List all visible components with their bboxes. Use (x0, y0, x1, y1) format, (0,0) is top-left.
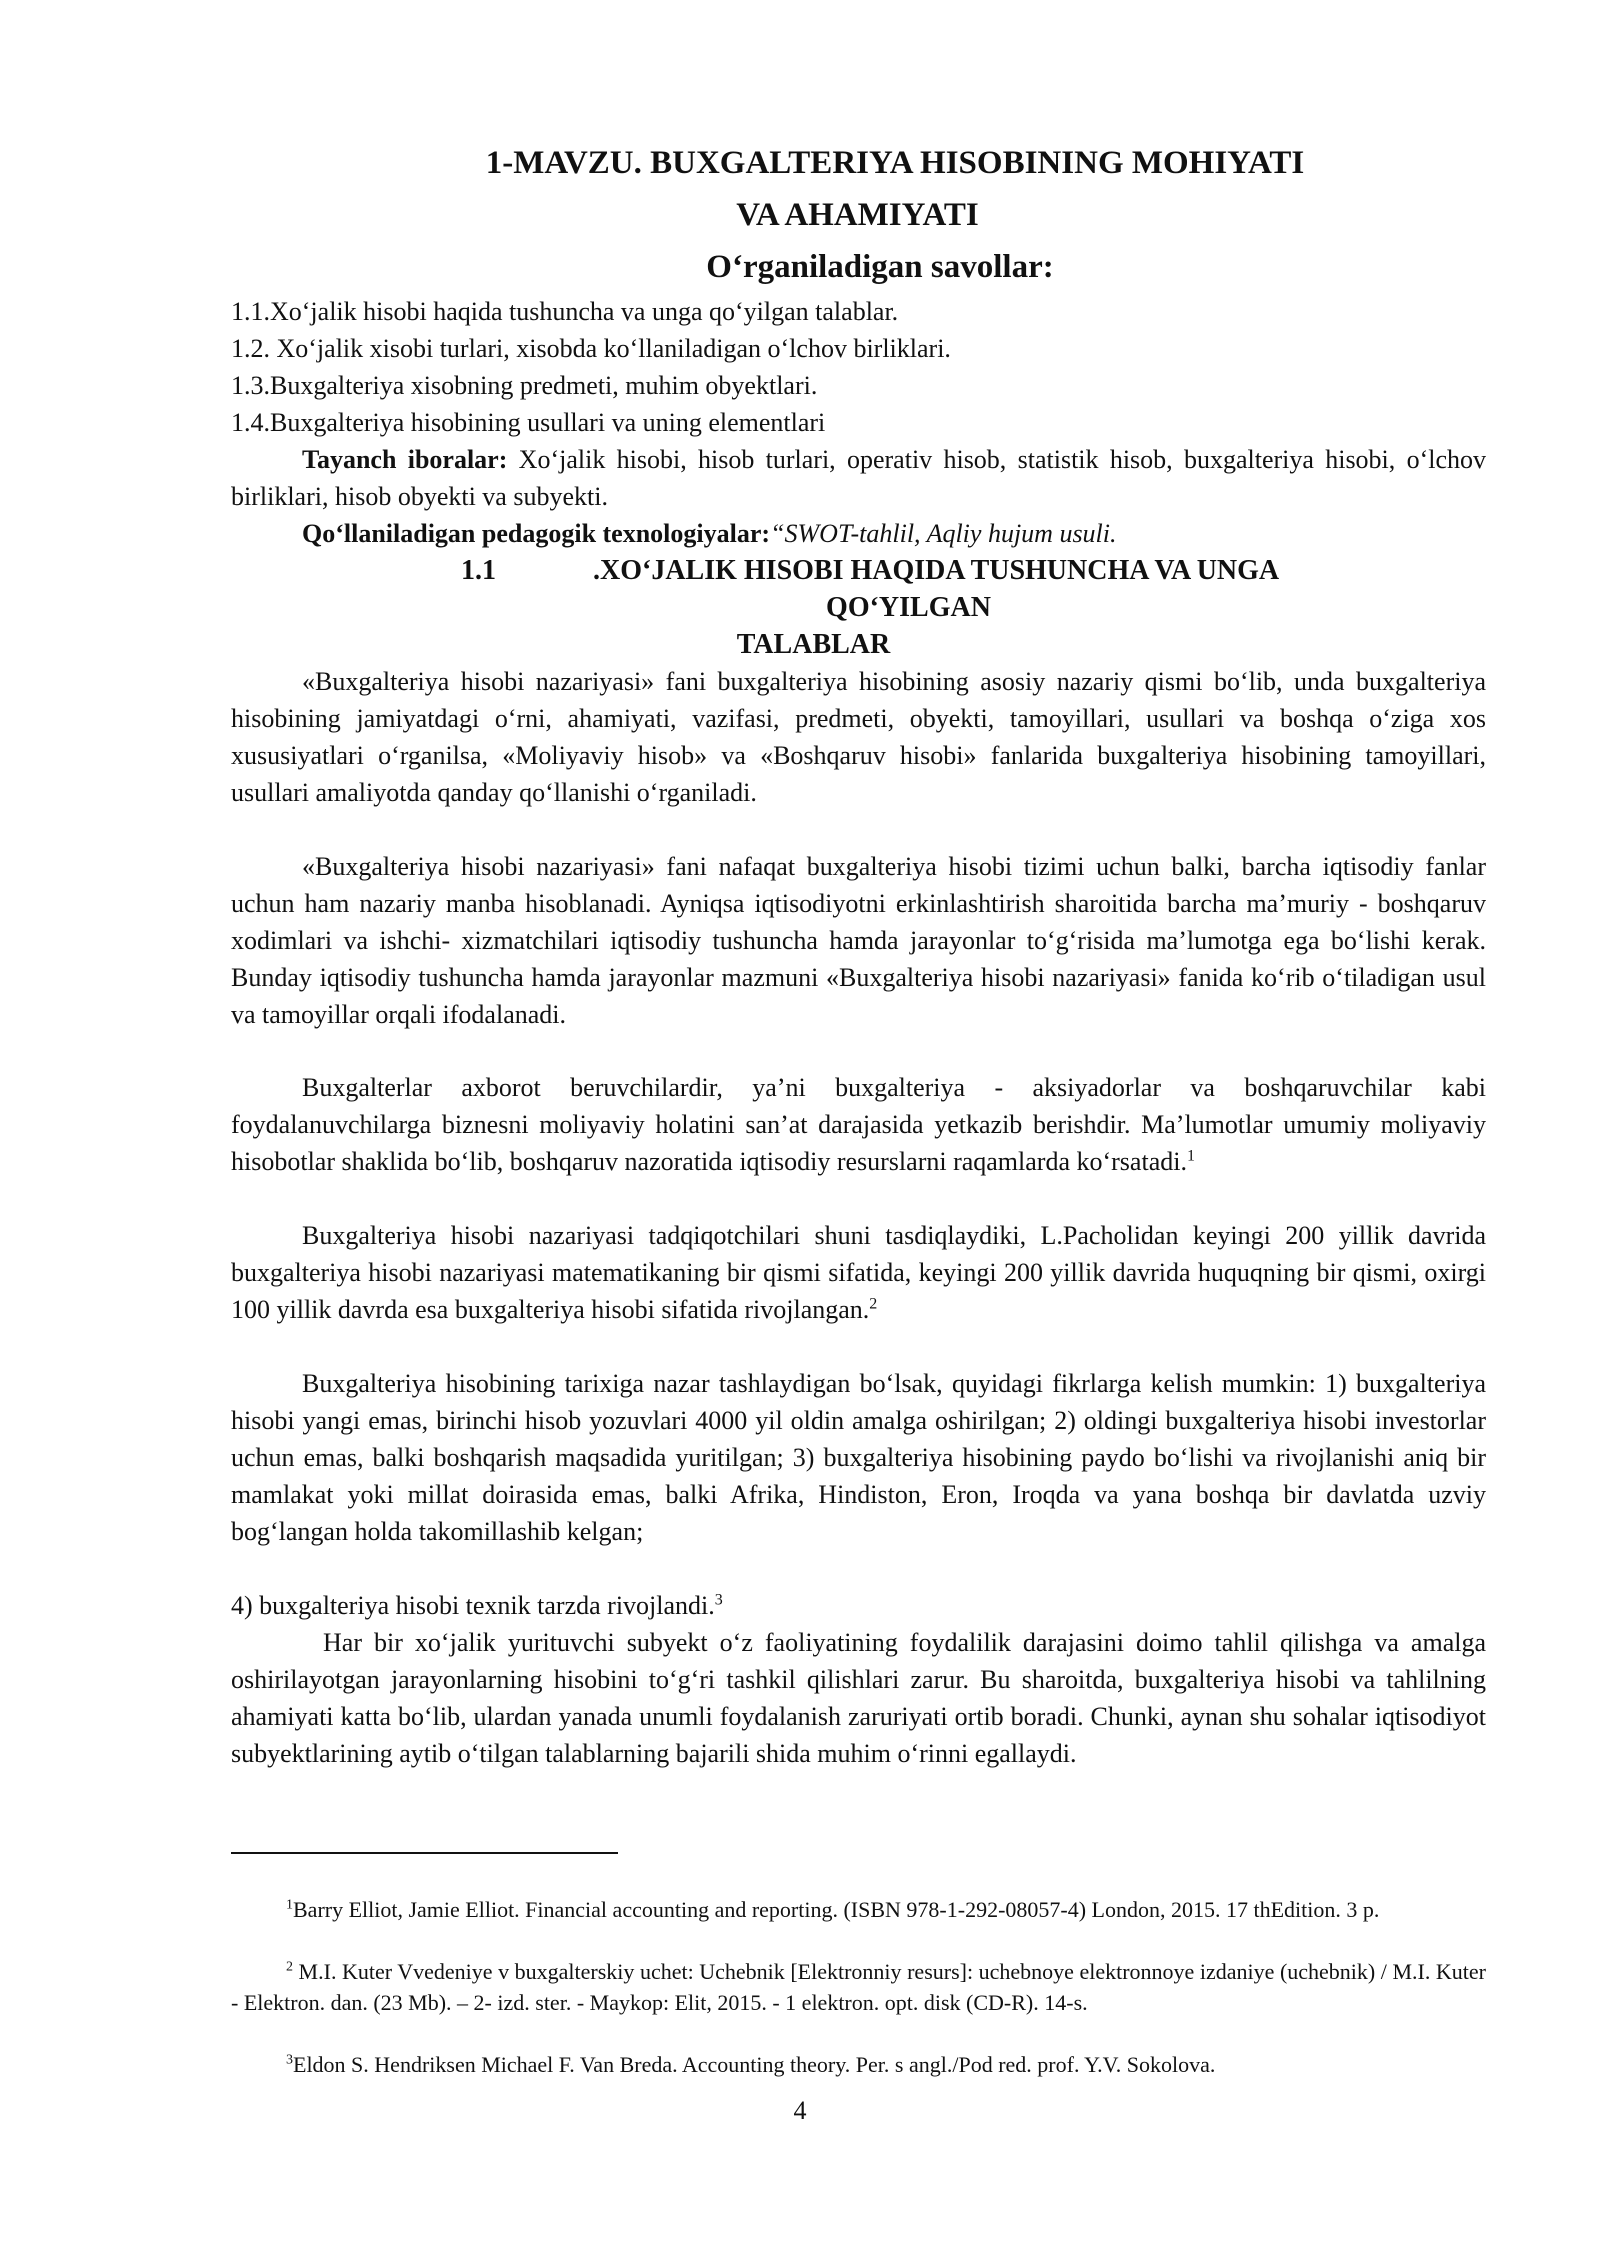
body-paragraph: Buxgalteriya hisobining tarixiga nazar tashlaydigan bo‘lsak, quyidagi fikrlarga kelish mumkin: 1) buxgalteriya hisobi yangi emas, birinchi hisob yozuvlari 4000 yil oldin amalga oshirilgan; 2) oldingi buxgalteriya hisobi investorlar uchun emas, balki boshqarish maqsadida yuritilgan; 3) buxgalteriya hisobining paydo bo‘lishi va rivojlanishi aniq bir mamlakat yoki millat doirasida emas, balki Afrika, Hindiston, Eron, Iroqda va yana boshqa bir davlatda uzviy bog‘langan holda takomillashib kelgan; (231, 1369, 1486, 1546)
body-paragraph: «Buxgalteriya hisobi nazariyasi» fani nafaqat buxgalteriya hisobi tizimi uchun balki, barcha iqtisodiy fanlar uchun ham nazariy manba hisoblanadi. Ayniqsa iqtisodiyotni erkinlashtirish sharoitida barcha ma’muriy - boshqaruv xodimlari va ishchi- xizmatchilari iqtisodiy tushuncha hamda jarayonlar to‘g‘risida ma’lumotga ega bo‘lishi kerak. Bunday iqtisodiy tushuncha hamda jarayonlar mazmuni «Buxgalteriya hisobi nazariyasi» fanida ko‘rib o‘tiladigan usul va tamoyillar orqali ifodalanadi. (231, 852, 1486, 1029)
footnote-number: 1 (286, 1897, 293, 1913)
section-number: 1.1 (461, 555, 496, 586)
technologies-text: “SWOT-tahlil, Aqliy hujum usuli. (770, 519, 1117, 548)
footnote-ref: 3 (714, 1591, 723, 1609)
footnote (231, 2049, 1486, 2080)
keywords-text: Xo‘jalik hisobi, hisob turlari, operativ hisob, statistik hisob, buxgalteriya hisobi, o‘lchov birliklari, hisob obyekti va subyekti. (231, 445, 1487, 511)
paragraph-text: Buxgalterlar axborot beruvchilardir, ya’ni buxgalteriya - aksiyadorlar va boshqaruvchilar kabi foydalanuvchilarga biznesni moliyaviy holatini san’at darajasida yetkazib berishdir. Ma’lumotlar umumiy moliyaviy hisobotlar shaklida bo‘lib, boshqaruv nazoratida iqtisodiy resurslarni raqamlarda ko‘rsatadi. (231, 1073, 1486, 1176)
questions-heading: O‘rganiladigan savollar: (706, 249, 1054, 285)
footnote (231, 1956, 1486, 2018)
section-title-line1: .XO‘JALIK HISOBI HAQIDA TUSHUNCHA VA UNGA (593, 555, 1280, 586)
technologies-label: Qo‘llaniladigan pedagogik texnologiyalar: (302, 519, 771, 548)
paragraph-text: Buxgalteriya hisobi nazariyasi tadqiqotchilari shuni tasdiqlaydiki, L.Pacholidan keyingi 200 yillik davrida buxgalteriya hisobi nazariyasi matematikaning bir qismi sifatida, keyingi 200 yillik davrida huquqning bir qismi, oxirgi 100 yillik davrda esa buxgalteriya hisobi sifatida rivojlangan. (231, 1221, 1486, 1324)
footnote-ref: 2 (869, 1295, 878, 1313)
chapter-title-line2: VA AHAMIYATI (736, 197, 979, 233)
body-paragraph (231, 1587, 1486, 1624)
keywords-paragraph (231, 441, 1486, 515)
footnote-number: 3 (286, 2052, 293, 2068)
section-heading (231, 552, 1486, 663)
page-number: 4 (793, 2096, 807, 2125)
section-title-line2: QO‘YILGAN (826, 592, 991, 623)
question-item: 1.3.Buxgalteriya xisobning predmeti, muhim obyektlari. (231, 371, 818, 400)
footnote-text: M.I. Kuter Vvedeniye v buxgalterskiy uchet: Uchebnik [Elektronniy resurs]: uchebnoye elektronnoye izdaniye (uchebnik) / M.I. Kuter - Elektron. dan. (23 Mb). – 2- izd. ster. - Maykop: Elit, 2015. - 1 elektron. opt. disk (CD-R). 14-s. (231, 1959, 1486, 2015)
footnote (231, 1894, 1486, 1925)
chapter-title-line1: 1-MAVZU. BUXGALTERIYA HISOBINING MOHIYATI (485, 145, 1305, 181)
footnote-divider (231, 1852, 618, 1854)
paragraph-text: 4) buxgalteriya hisobi texnik tarzda rivojlandi. (231, 1591, 715, 1620)
body-paragraph: «Buxgalteriya hisobi nazariyasi» fani buxgalteriya hisobining asosiy nazariy qismi bo‘lib, unda buxgalteriya hisobining jamiyatdagi o‘rni, ahamiyati, vazifasi, predmeti, obyekti, tamoyillari, usullari va boshqa o‘ziga xos xususiyatlari o‘rganilsa, «Moliyaviy hisob» va «Boshqaruv hisobi» fanlarida buxgalteriya hisobining tamoyillari, usullari amaliyotda qanday qo‘llanishi o‘rganiladi. (231, 667, 1486, 807)
section-title-line3: TALABLAR (736, 629, 891, 660)
footnote-text: Eldon S. Hendriksen Michael F. Van Breda. Accounting theory. Per. s angl./Pod red. prof. Y.V. Sokolova. (293, 2052, 1216, 2077)
footnote-number: 2 (286, 1959, 293, 1975)
footnote-text: Barry Elliot, Jamie Elliot. Financial accounting and reporting. (ISBN 978-1-292-08057-4) London, 2015. 17 thEdition. 3 p. (293, 1897, 1380, 1922)
footnote-ref: 1 (1186, 1147, 1195, 1165)
body-paragraph (231, 1069, 1486, 1180)
technologies-paragraph (231, 515, 1486, 552)
body-paragraph (231, 1217, 1486, 1328)
questions-list (231, 293, 951, 441)
keywords-label: Tayanch iboralar: (302, 445, 508, 474)
question-item: 1.1.Xo‘jalik hisobi haqida tushuncha va unga qo‘yilgan talablar. (231, 297, 899, 326)
question-item: 1.2. Xo‘jalik xisobi turlari, xisobda ko‘llaniladigan o‘lchov birliklari. (231, 334, 951, 363)
body-paragraph: Har bir xo‘jalik yurituvchi subyekt o‘z faoliyatining foydalilik darajasini doimo tahlil qilishga va amalga oshirilayotgan jarayonlarning hisobini to‘g‘ri tashkil qilishlari zarur. Bu sharoitda, buxgalteriya hisobi va tahlilning ahamiyati katta bo‘lib, ulardan yanada unumli foydalanish zaruriyati ortib boradi. Chunki, aynan shu sohalar iqtisodiyot subyektlarining aytib o‘tilgan talablarning bajarili shida muhim o‘rinni egallaydi. (231, 1628, 1486, 1768)
question-item: 1.4.Buxgalteriya hisobining usullari va uning elementlari (231, 408, 826, 437)
